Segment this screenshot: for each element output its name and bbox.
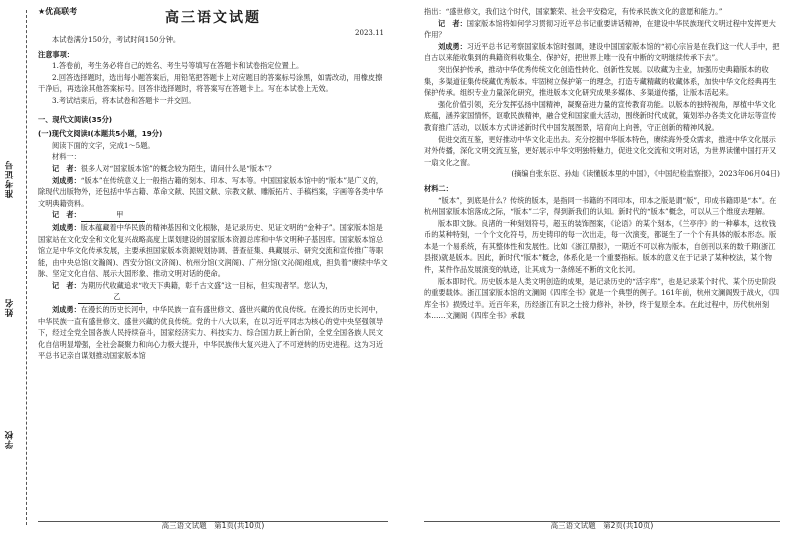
exam-intro: 本试卷满分150分，考试时间150分钟。	[52, 35, 181, 44]
exam-number-label: 准考证号	[5, 160, 15, 198]
note-1: 1.答卷前，考生务必将自己的姓名、考生号等填写在答题卡和试卷指定位置上。	[52, 61, 304, 71]
name-label: 姓名	[5, 298, 15, 317]
m2-paragraph-3: 版本即时代。历史版本是人类文明创造的成果，是记录历史的“活字库”，也是记录某个时代、某个历史阶段的重要载体。浙江国家版本馆的文澜阁《四库全书》就是一个典型的例子。161年前，杭州文澜阁毁于战火，《四库全书》损毁过半。近百年来，历经浙江有识之士接力修补，补钞，终于复原全本。在此过程中，历代杭州刻本……文澜阁《四库全书》承载	[424, 276, 780, 321]
blank-a: 甲	[81, 209, 145, 222]
m2-paragraph-1: “版本”，到底是什么？传统的版本，是指同一书籍的不同印本，印本之版是谓“版”，印成书籍即是“本”。在杭州国家版本馆落成之际，“版本”二字，得到新我们的认知。新时代的“版本”概念，可以从三个维度去理解。	[424, 195, 777, 217]
note-2: 2.回答选择题时，选出每小题答案后，用铅笔把答题卡上对应题目的答案标号涂黑，如需改动，用橡皮擦干净后，再选涂其他答案标号。回答非选择题时，将答案写在答题卡上。写在本试卷上无效。	[38, 72, 383, 94]
blank-b: 乙	[78, 291, 142, 304]
interview-a2: 刘成勇：版本蕴藏着中华民族的精神基因和文化根脉，是记录历史、见证文明的“金种子”。国家版本馆是国家站在文化安全和文化复兴战略高度上谋划建设的国家版本资源总库和中华文明种子基因库。国家版本馆总馆立足中华文化传承发展，主要承担国家版本资源规划协调、普查征集、典藏展示、研究交流和宣传推广等职能，由中央总馆(文瀚阁)、西安分馆(文济阁)、杭州分馆(文润阁)、广州分馆(文沁阁)组成，担负着“赓续中华文脉、坚定文化自信、展示大国形象、推动文明对话的使命。	[38, 222, 388, 279]
section-1-1-title: (一)现代文阅读Ⅰ(本题共5小题，19分)	[38, 129, 163, 139]
note-3: 3.考试结束后，将本试卷和答题卡一并交回。	[52, 95, 196, 105]
interview-a4: 刘成勇：习近平总书记考察国家版本馆时强调，建设中国国家版本馆的“初心宗旨是在我们这一代人手中，把自古以来能收集到的典籍资料收集全、保护好，把世界上唯一没有中断的文明继续传承下去”。	[424, 41, 780, 63]
school-label: 学校	[5, 430, 15, 449]
page-2-footer: 高三语文试题 第2页(共10页)	[550, 521, 654, 531]
interview-q1: 记 者：很多人对“国家版本馆”的概念较为陌生，请问什么是“版本”？	[52, 163, 276, 173]
interview-q2: 记 者： 甲	[38, 209, 388, 222]
interview-a1: 刘成勇：“版本”在传统意义上一般指古籍的刻本、印本、写本等。中国国家版本馆中的“版本”是广义的，除现代出版物外，还包括中华古籍、革命文献、民国文献、宗教文献、雕版拓片、手稿档案，字画等各类中华文明典籍资料。	[38, 175, 384, 208]
interview-q4: 记 者：国家版本馆将如何学习贯彻习近平总书记重要讲话精神，在建设中华民族现代文明过程中发挥更大作用？	[424, 18, 776, 40]
paragraph-exchange: 促进交流互鉴，更好推动中华文化走出去。充分挖掘中华版本特色，赓续海外受众需求，推进中华文化展示对外传播，深化文明交流互鉴，更好展示中华文明独特魅力，促进文化交流和文明对话，为世界读懂中国打开又一扇文化之窗。	[424, 134, 777, 167]
interview-q3: 记 者：为期历代收藏追求“收天下典籍，彰千古文盛”这一目标，但实现者罕。您认为， 乙	[38, 280, 388, 304]
binding-line	[26, 10, 27, 525]
section-1-title: 一、现代文阅读(35分)	[38, 114, 113, 124]
lead-paragraph: 指出：“盛世修文，我们这个时代，国家繁荣、社会平安稳定，有传承民族文化的意愿和能力。”	[424, 7, 723, 16]
instruction: 阅读下面的文字，完成1～5题。	[52, 140, 155, 150]
binding-sidebar	[0, 0, 34, 535]
page-1-footer: 高三语文试题 第1页(共10页)	[161, 521, 265, 531]
paragraph-value: 强化价值引领，充分发挥弘扬中国精神，凝聚奋进力量的宣传教育功能。以版本的独特视角，厚植中华文化底蕴，涵养家国情怀，讴歌民族精神，融合党和国家重大活动，围绕新时代成就，策划举办各类文化讲坛等宣传教育推广活动，以版本方式讲述新时代中国发展图景，培育向上向善，守正创新的精神风貌。	[424, 99, 777, 132]
page-1	[38, 6, 388, 532]
brand-label: ★优高联考	[38, 7, 78, 16]
source-citation: (摘编自张东臣、孙灿《读懂版本里的中国》，《中国纪检监察报》，2023年06月04日)	[511, 169, 780, 179]
m2-paragraph-2: 版本即文脉。良渚的一种刻划符号，超玉的装饰图案，《论语》的某个刻本，《兰亭序》的一种摹本，这枚钱币的某种特刻，一个个文化符号，历史铸印的每一次出走，每一次演变，都诞生了一个个有具体的版本形态。版本是一个易系统，有其整体性和发展性。比如《浙江鼎报》，一期近不可以称为版本，自创刊以来的数千期(浙江县报)就是版本。因此，新时代“版本”概念，体系化是一个重要指标。版本的意义在于记录了某种校法，某个物件，某件作品发展演变的轨迹，让其成为一条绵延不断的文化长河。	[424, 218, 777, 275]
interview-a3: 刘成勇：在漫长的历史长河中，中华民族一直有盛世修文、盛世兴藏的优良传统。在漫长的历史长河中，中华民族一直有盛世修文、盛世兴藏的优良传统。党的十八大以来，在以习近平同志为核心的党中央坚强领导下，经过全党全国各族人民持续奋斗，国家经济实力、科技实力、综合国力跃上新台阶，全党全国各族人民文化自信明显增强，全社会凝聚力和向心力极大提升，中华民族伟大复兴进入了不可逆转的历史进程。这为习近平总书记亲自谋划推动国家版本馆	[38, 305, 384, 361]
material-2-label: 材料二：	[424, 183, 453, 193]
paragraph-protect: 突出保护传承，推动中华优秀传统文化创造性转化、创新性发展。以收藏为主业，加强历史典籍版本的收集，多渠道征集传统藏优秀版本。牢固树立保护第一的理念，打造专藏精藏的收藏体系，加快中华文化经典再生保护传承。组织专业力量深化研究，推进版本文化研究成果多媒体、多渠道传播，让版本活起来。	[424, 64, 777, 98]
page-2	[424, 6, 780, 532]
notes-title: 注意事项：	[38, 49, 74, 59]
exam-date: 2023.11	[355, 29, 384, 37]
page-title: 高三语文试题	[165, 10, 261, 26]
material-1-label: 材料一：	[52, 152, 81, 162]
